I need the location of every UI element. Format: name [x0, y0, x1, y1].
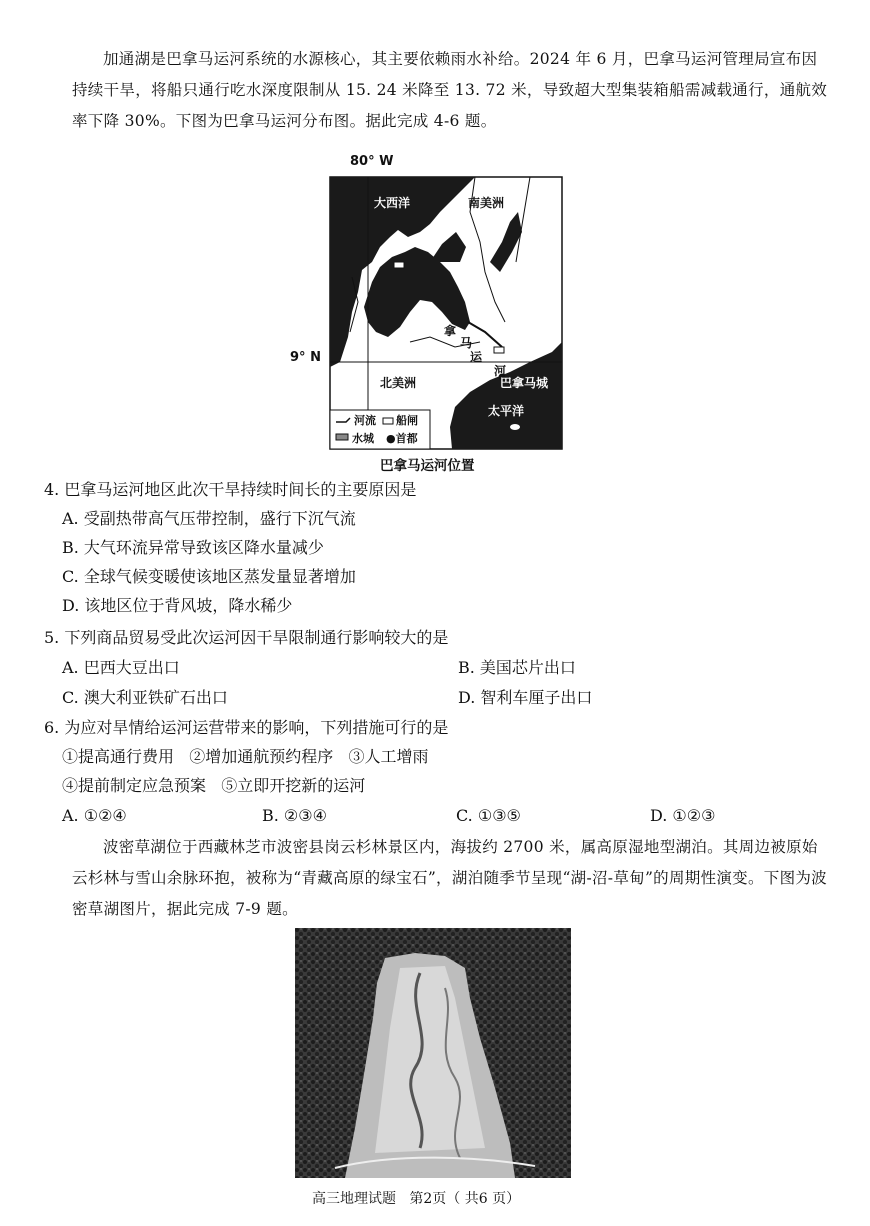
map-label-pacific: 太平洋 — [488, 404, 525, 418]
q5-option-c: C. 澳大利亚铁矿石出口 — [62, 688, 228, 707]
panama-canal-map — [280, 152, 580, 482]
map-label-canal-3: 运 — [470, 350, 483, 364]
q6-option-d: D. ①②③ — [650, 806, 716, 825]
q4-option-c: C. 全球气候变暖使该地区蒸发量显著增加 — [62, 567, 356, 586]
q4-option-b: B. 大气环流异常导致该区降水量减少 — [62, 538, 324, 557]
lake-photo — [295, 928, 571, 1178]
map-label-canal-4: 河 — [494, 364, 507, 378]
legend-river-label: 河流 — [354, 414, 376, 427]
intro-paragraph-canal: 加通湖是巴拿马运河系统的水源核心，其主要依赖雨水补给。2024 年 6 月，巴拿马运河管理局宣布因持续干旱，将船只通行吃水深度限制从 15. 24 米降至 13. 72 米，导致超大型集装箱船需减载通行，通航效率下降 30%。下图为巴拿马运河分布图。据此完成 4-6 题。 — [72, 50, 828, 130]
latitude-label: 9° N — [290, 350, 321, 365]
legend-water-city-label: 水城 — [352, 432, 374, 445]
legend-capital-label: ●首都 — [386, 432, 418, 445]
q5-option-b: B. 美国芯片出口 — [458, 658, 576, 677]
q6-choices-line1: ①提高通行费用 ②增加通航预约程序 ③人工增雨 — [62, 747, 429, 766]
legend-lock-label: 船闸 — [396, 414, 418, 427]
q6-choices-line2: ④提前制定应急预案 ⑤立即开挖新的运河 — [62, 776, 366, 795]
lake-photo-figure — [295, 928, 571, 1178]
q6-option-c: C. ①③⑤ — [456, 806, 521, 825]
map-label-canal-2: 马 — [460, 336, 473, 350]
q5-option-a: A. 巴西大豆出口 — [62, 658, 180, 677]
q6-stem: 6. 为应对旱情给运河运营带来的影响，下列措施可行的是 — [44, 718, 449, 737]
q4-option-d: D. 该地区位于背风坡，降水稀少 — [62, 596, 293, 615]
q6-option-a: A. ①②④ — [62, 806, 127, 825]
longitude-label: 80° W — [350, 154, 394, 169]
q4-stem: 4. 巴拿马运河地区此次干旱持续时间长的主要原因是 — [44, 480, 417, 499]
intro-paragraph-lake: 波密草湖位于西藏林芝市波密县岗云杉林景区内，海拔约 2700 米，属高原湿地型湖泊。其周边被原始云杉林与雪山余脉环抱，被称为“青藏高原的绿宝石”，湖泊随季节呈现“湖-沼-草甸”的周期性演变。下图为波密草湖图片，据此完成 7-9 题。 — [72, 838, 827, 918]
map-caption: 巴拿马运河位置 — [380, 458, 475, 474]
map-label-atlantic: 大西洋 — [374, 196, 411, 210]
q5-option-d: D. 智利车厘子出口 — [458, 688, 593, 707]
page-footer: 高三地理试题 第2页（ 共6 页） — [312, 1191, 521, 1207]
q5-stem: 5. 下列商品贸易受此次运河因干旱限制通行影响较大的是 — [44, 628, 449, 647]
map-label-panama-city: 巴拿马城 — [500, 376, 549, 390]
q6-option-b: B. ②③④ — [262, 806, 327, 825]
q4-option-a: A. 受副热带高气压带控制，盛行下沉气流 — [62, 509, 356, 528]
map-label-south-america: 南美洲 — [468, 196, 505, 210]
map-label-canal-1: 拿 — [444, 324, 457, 338]
map-label-north-america: 北美洲 — [380, 376, 417, 390]
map-figure — [280, 152, 580, 452]
